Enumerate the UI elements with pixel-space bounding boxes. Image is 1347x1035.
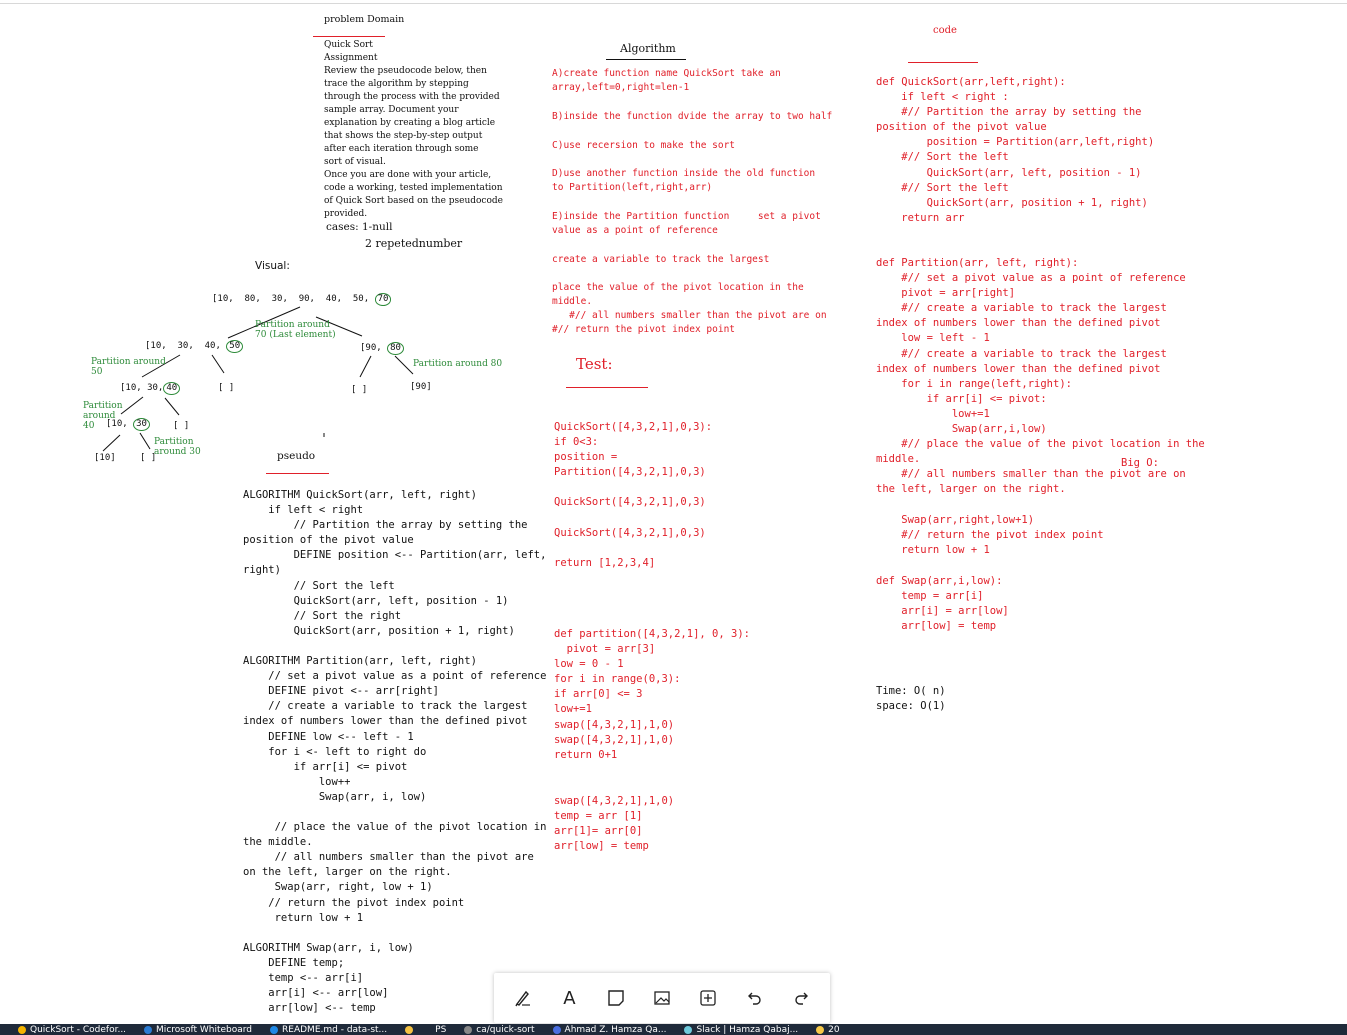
pivot-30: 30 [133, 418, 150, 431]
label-partition-40: Partition around 40 [83, 401, 123, 431]
tree-root: [10, 80, 30, 90, 40, 50, 70 [212, 293, 391, 306]
label-partition-80: Partition around 80 [413, 359, 503, 369]
user-icon [553, 1026, 561, 1034]
taskbar-item-whiteboard[interactable]: Microsoft Whiteboard [144, 1025, 252, 1035]
image-icon[interactable] [647, 983, 677, 1013]
terminal-icon [464, 1026, 472, 1034]
vscode-icon [270, 1026, 278, 1034]
tree-empty-1: [ ] [218, 383, 235, 393]
chrome-icon [18, 1026, 26, 1034]
tree-empty-4: [ ] [140, 453, 157, 463]
code-underline [908, 62, 978, 63]
taskbar [0, 1024, 1347, 1035]
tree-right-1: [90, 80 [360, 342, 404, 355]
visual-label: Visual: [255, 260, 290, 272]
problem-title: problem Domain [324, 14, 405, 25]
test-partition-trace: def partition([4,3,2,1], 0, 3): pivot = arr[3] low = 0 - 1 for i in range(0,3): if arr[0] <= 3 low+=1 swap([4,3,2,1],1,0) swap([4,3,2,1],1,0) return 0+1 [554, 628, 750, 761]
folder-icon [405, 1026, 413, 1034]
label-partition-70: Partition around 70 (Last element) [255, 320, 336, 340]
test-title: Test: [576, 355, 613, 373]
undo-icon[interactable] [740, 983, 770, 1013]
problem-cases-2: 2 repetednumber [365, 237, 463, 250]
problem-cases: cases: 1-null [326, 221, 393, 233]
taskbar-item-vscode[interactable]: README.md - data-st... [270, 1025, 387, 1035]
pivot-80: 80 [387, 342, 404, 355]
pseudo-underline [266, 473, 329, 474]
test-swap-trace: swap([4,3,2,1],1,0) temp = arr [1] arr[1]= arr[0] arr[low] = temp [554, 795, 675, 853]
algorithm-underline [606, 59, 686, 60]
note-icon[interactable] [601, 983, 631, 1013]
problem-body: Quick Sort Assignment Review the pseudocode below, then trace the algorithm by stepping through the process with the provided sample array. Document your explanation by creating a blog article that shows the step-by-step output after each iteration through some sort of visual. Once you are done with your article, code a working, tested implementation of Quick Sort based on the pseudocode provided. [324, 40, 503, 219]
algorithm-step-c: C)use recersion to make the sort [552, 140, 736, 151]
taskbar-weather[interactable]: 20 [816, 1025, 839, 1035]
algorithm-title: Algorithm [620, 42, 676, 55]
taskbar-item-zoom[interactable]: Ahmad Z. Hamza Qa... [553, 1025, 667, 1035]
slack-icon [684, 1026, 692, 1034]
taskbar-item-chrome[interactable]: QuickSort - Codefor... [18, 1025, 126, 1035]
algorithm-step-b: B)inside the function dvide the array to two half [552, 111, 833, 122]
taskbar-item-powershell[interactable]: PS [435, 1024, 447, 1035]
algorithm-step-f: create a variable to track the largest [552, 254, 770, 265]
tree-left-3: [10, 30 [106, 418, 150, 431]
algorithm-step-d: D)use another function inside the old function to Partition(left,right,arr) [552, 168, 816, 193]
test-underline [566, 387, 648, 388]
tree-leaf-90: [90] [410, 382, 432, 392]
taskbar-item-slack[interactable]: Slack | Hamza Qabaj... [684, 1025, 798, 1035]
pen-icon[interactable] [508, 983, 538, 1013]
sun-icon [816, 1026, 824, 1034]
pseudo-code: ALGORITHM QuickSort(arr, left, right) if left < right // Partition the array by setting the position of the pivot value DEFINE position <-- Partition(arr, left, right) // Sort the left QuickSort(arr, left, position - 1) // Sort the right QuickSort(arr, position + 1, right) ALGORITHM Partition(arr, left, right) // set a pivot value as a point of reference DEFINE pivot <-- arr[right] // create a variable to track the largest index of numbers lower than the defined pivot DEFINE low <-- left - 1 for i <- left to right do if arr[i] <= pivot low++ Swap(arr, i, low) // place the value of the pivot location in the middle. // all numbers smaller than the pivot are on the left, larger on the right. Swap(arr, right, low + 1) // return the pivot index point return low + 1 ALGORITHM Swap(arr, i, low) DEFINE temp; temp <-- arr[i] arr[i] <-- arr[low] arr[low] <-- temp [243, 489, 547, 1015]
test-quicksort-trace: QuickSort([4,3,2,1],0,3): if 0<3: position = Partition([4,3,2,1],0,3) QuickSort([4,3,2,1],0,3) QuickSort([4,3,2,1],0,3) return [1,2,3,4] [554, 421, 713, 569]
add-icon[interactable] [693, 983, 723, 1013]
label-partition-50: Partition around 50 [91, 357, 166, 377]
redo-icon[interactable] [786, 983, 816, 1013]
label-partition-30: Partition around 30 [154, 437, 201, 457]
taskbar-item-folder[interactable] [405, 1026, 417, 1034]
code-partition: def Partition(arr, left, right): #// set a pivot value as a point of reference pivot = arr[right] #// create a variable to track the largest index of numbers lower than the defined pivot low = left - 1 #// create a variable to track the largest index of numbers lower than the defined pivot for i in range(left,right): if arr[i] <= pivot: low+=1 Swap(arr,i,low) #// place the value of the pivot location in the middle. #// all numbers smaller than the pivot are on the left, larger on the right. Swap(arr,right,low+1) #// return the pivot index point return low + 1 [876, 257, 1205, 556]
tree-empty-2: [ ] [351, 385, 368, 395]
tree-left-2: [10, 30, 40 [120, 382, 180, 395]
algorithm-step-a: A)create function name QuickSort take an array,left=0,right=len-1 [552, 68, 781, 93]
algorithm-step-g: place the value of the pivot location in the middle. #// all numbers smaller than the pivot are on #// return the pivot index point [552, 282, 827, 335]
tree-left-1: [10, 30, 40, 50 [145, 340, 243, 353]
taskbar-item-terminal[interactable]: ca/quick-sort [464, 1025, 534, 1035]
pivot-70: 70 [375, 293, 392, 306]
algorithm-step-e: E)inside the Partition function set a pivot value as a point of reference [552, 211, 821, 236]
code-title: code [933, 25, 957, 36]
pseudo-title: pseudo [277, 450, 316, 462]
pivot-50: 50 [226, 340, 243, 353]
code-swap: def Swap(arr,i,low): temp = arr[i] arr[i] = arr[low] arr[low] = temp [876, 575, 1009, 633]
tree-leaf-10: [10] [94, 453, 116, 463]
pivot-40: 40 [163, 382, 180, 395]
code-quicksort: def QuickSort(arr,left,right): if left < right : #// Partition the array by setting the position of the pivot value position = Partition(arr,left,right) #// Sort the left QuickSort(arr, left, position - 1) #// Sort the left QuickSort(arr, position + 1, right) return arr [876, 76, 1155, 224]
tree-empty-3: [ ] [173, 421, 190, 431]
text-icon[interactable]: A [563, 987, 576, 1009]
code-big-o-label: Big O: [1121, 457, 1159, 469]
whiteboard-icon [144, 1026, 152, 1034]
code-complexity: Time: O( n) space: O(1) [876, 685, 946, 713]
whiteboard-toolbar [494, 973, 830, 1023]
